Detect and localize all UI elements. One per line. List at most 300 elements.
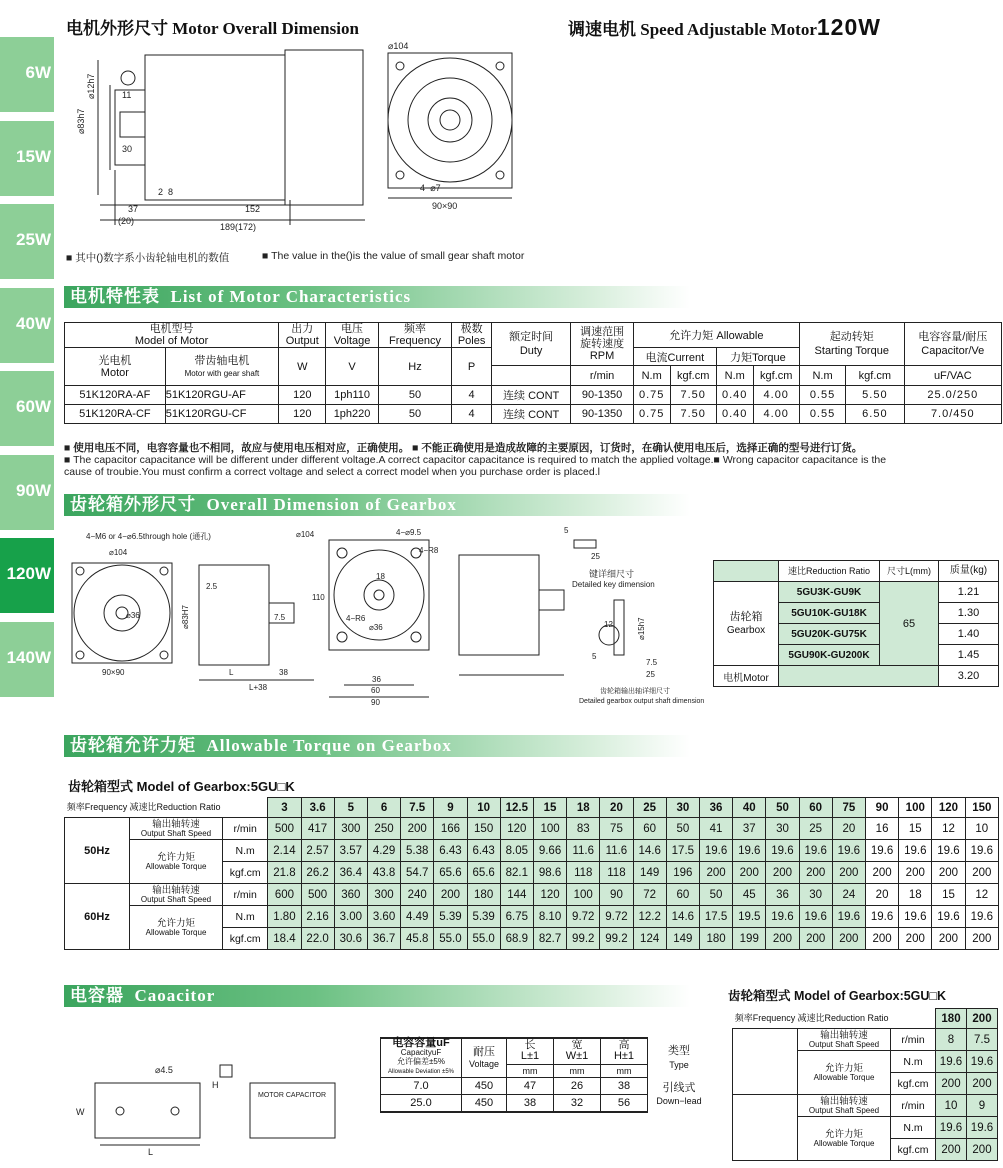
value-cell: 6.43: [467, 840, 500, 862]
value-cell: 15: [899, 818, 932, 840]
dim-g-L: L: [229, 668, 234, 677]
dim-g-d5: 5: [564, 526, 569, 535]
unit-cell: r/min: [891, 1029, 936, 1051]
value-cell: 149: [666, 928, 699, 950]
cap-dim-d45: ⌀4.5: [155, 1065, 173, 1075]
motor-front-drawing: [380, 38, 520, 213]
value-cell: 20: [832, 818, 865, 840]
value-cell: 100: [533, 818, 566, 840]
value-cell: 37: [733, 818, 766, 840]
header-ratio: 减速比Reduction Ratio: [798, 1009, 936, 1029]
char-cell: 4.00: [753, 386, 799, 405]
torque-table: [64, 797, 999, 950]
char-cell: 4.00: [753, 405, 799, 424]
value-cell: 200: [936, 1139, 967, 1161]
char-cell: 25.0/250: [904, 386, 1001, 405]
value-cell: 19.6: [799, 840, 832, 862]
value-cell: 4.49: [401, 906, 434, 928]
value-cell: 200: [899, 928, 932, 950]
value-cell: 18.4: [268, 928, 301, 950]
value-cell: 19.6: [967, 1051, 998, 1073]
dim-g-d36c: 36: [372, 675, 381, 684]
ratio-col: 12.5: [500, 798, 533, 818]
ratio-model: 5GU90K-GU200K: [779, 645, 880, 666]
section-motor-characteristics: 电机特性表 List of Motor Characteristics: [64, 286, 690, 308]
char-cell: 5.50: [846, 386, 904, 405]
speed-label: 输出轴转速 Output Shaft Speed: [798, 1029, 891, 1051]
sidebar-tab-60w[interactable]: 60W: [0, 371, 54, 446]
char-cell: 90-1350: [571, 386, 633, 405]
torque2-model-title: 齿轮箱型式 Model of Gearbox:5GU□K: [728, 989, 947, 1003]
value-cell: 12.2: [633, 906, 666, 928]
ratio-col: 25: [633, 798, 666, 818]
dim-d189: 189(172): [220, 222, 257, 232]
dim-g-d104b: ⌀104: [296, 530, 315, 539]
value-cell: 7.5: [967, 1029, 998, 1051]
value-cell: 12: [932, 818, 965, 840]
dim-g-d4r6: 4−R6: [346, 614, 366, 623]
dim-g-d12: 12: [604, 620, 613, 629]
char-cell: 120: [279, 405, 326, 424]
value-cell: 19.6: [865, 840, 898, 862]
value-cell: 19.6: [932, 906, 965, 928]
sidebar-tab-15w[interactable]: 15W: [0, 121, 54, 196]
dim-front-d104: ⌀104: [388, 41, 409, 51]
value-cell: 4.29: [367, 840, 400, 862]
capacitor-cell: 450: [462, 1095, 507, 1112]
dim-g-d90b: 90: [371, 698, 380, 707]
value-cell: 2.14: [268, 840, 301, 862]
char-cell: 4: [452, 405, 492, 424]
value-cell: 118: [567, 862, 600, 884]
value-cell: 200: [699, 862, 732, 884]
value-cell: 60: [633, 818, 666, 840]
value-cell: 200: [965, 928, 998, 950]
ratio-col: 9: [434, 798, 467, 818]
ratio-mass: 1.40: [939, 624, 999, 645]
dim-d37: 37: [128, 204, 139, 214]
unit-cell: N.m: [223, 840, 268, 862]
value-cell: 10: [936, 1095, 967, 1117]
value-cell: 55.0: [467, 928, 500, 950]
value-cell: 30.6: [334, 928, 367, 950]
torque-row: [65, 840, 999, 862]
value-cell: 200: [932, 862, 965, 884]
ratio-mass: 1.30: [939, 603, 999, 624]
value-cell: 200: [965, 862, 998, 884]
dim-g-d38: 38: [279, 668, 288, 677]
value-cell: 19.6: [766, 840, 799, 862]
value-cell: 200: [936, 1073, 967, 1095]
value-cell: 124: [633, 928, 666, 950]
capacitor-cell: 38: [507, 1095, 554, 1112]
value-cell: 144: [500, 884, 533, 906]
char-cell: 0.40: [716, 405, 753, 424]
ratio-col: 3: [268, 798, 301, 818]
value-cell: 43.8: [367, 862, 400, 884]
ratio-col: 60: [799, 798, 832, 818]
capacitor-cell: 450: [462, 1078, 507, 1095]
ratio-col: 120: [932, 798, 965, 818]
value-cell: 14.6: [633, 840, 666, 862]
value-cell: 5.39: [467, 906, 500, 928]
sidebar-tab-120w[interactable]: 120W: [0, 538, 54, 613]
value-cell: 8: [936, 1029, 967, 1051]
value-cell: 16: [865, 818, 898, 840]
value-cell: 17.5: [666, 840, 699, 862]
value-cell: 199: [733, 928, 766, 950]
torque-label: 允许力矩 Allowable Torque: [130, 840, 223, 884]
ratio-col: 75: [832, 798, 865, 818]
sidebar-tab-25w[interactable]: 25W: [0, 204, 54, 279]
value-cell: 200: [832, 862, 865, 884]
key-label-cn: 键详细尺寸: [589, 569, 635, 579]
ratio-col: 30: [666, 798, 699, 818]
note-small-shaft-cn: ■ 其中()数字系小齿轮轴电机的数值: [66, 252, 230, 264]
ratio-model: 5GU3K-GU9K: [779, 582, 880, 603]
value-cell: 9.72: [567, 906, 600, 928]
torque-header-row: [733, 1009, 998, 1029]
cap-label: MOTOR CAPACITOR: [258, 1092, 327, 1099]
unit-cell: N.m: [891, 1117, 936, 1139]
dim-g-d110: 110: [312, 593, 325, 602]
value-cell: 180: [699, 928, 732, 950]
torque-row: [65, 818, 999, 840]
unit-cell: kgf.cm: [223, 862, 268, 884]
section-allowable-torque: 齿轮箱允许力矩 Allowable Torque on Gearbox: [64, 735, 690, 757]
dim-g-d25: 2.5: [206, 582, 218, 591]
value-cell: 19.6: [832, 840, 865, 862]
value-cell: 19.6: [965, 906, 998, 928]
value-cell: 118: [600, 862, 633, 884]
unit-cell: N.m: [223, 906, 268, 928]
value-cell: 12: [965, 884, 998, 906]
value-cell: 83: [567, 818, 600, 840]
ratio-col: 90: [865, 798, 898, 818]
value-cell: 55.0: [434, 928, 467, 950]
dim-d20: (20): [118, 216, 135, 226]
ratio-col: 5: [334, 798, 367, 818]
value-cell: 45: [733, 884, 766, 906]
value-cell: 20: [865, 884, 898, 906]
value-cell: 30: [799, 884, 832, 906]
page-title-left: 电机外形尺寸 Motor Overall Dimension: [66, 19, 359, 38]
ratio-col: 20: [600, 798, 633, 818]
char-cell: 连续 CONT: [491, 405, 570, 424]
ratio-col: 10: [467, 798, 500, 818]
char-cell: 50: [378, 405, 452, 424]
value-cell: 19.6: [932, 840, 965, 862]
value-cell: 200: [434, 884, 467, 906]
dim-d28: 2: [158, 187, 164, 197]
value-cell: 100: [567, 884, 600, 906]
dim-g-d25c: 25: [646, 670, 655, 679]
capacitor-row: [381, 1078, 711, 1095]
value-cell: 5.38: [401, 840, 434, 862]
value-cell: 36.7: [367, 928, 400, 950]
value-cell: 11.6: [600, 840, 633, 862]
value-cell: 200: [967, 1139, 998, 1161]
sidebar-tab-90w[interactable]: 90W: [0, 455, 54, 530]
value-cell: 196: [666, 862, 699, 884]
value-cell: 2.16: [301, 906, 334, 928]
dim-g-d60: 60: [371, 686, 380, 695]
cap-dim-w: W: [76, 1107, 85, 1117]
speed-label: 输出轴转速 Output Shaft Speed: [130, 884, 223, 906]
ratio-col: 6: [367, 798, 400, 818]
char-cell: 1ph110: [326, 386, 378, 405]
char-cell: 120: [279, 386, 326, 405]
value-cell: 19.6: [967, 1117, 998, 1139]
capacitor-drawing: [70, 1055, 370, 1160]
frequency-cell: 60Hz: [65, 884, 130, 950]
ratio-col: 180: [936, 1009, 967, 1029]
value-cell: 54.7: [401, 862, 434, 884]
torque-label: 允许力矩 Allowable Torque: [798, 1117, 891, 1161]
value-cell: 200: [865, 928, 898, 950]
value-cell: 19.6: [733, 840, 766, 862]
char-cell: 6.50: [846, 405, 904, 424]
unit-cell: r/min: [891, 1095, 936, 1117]
capacitor-cell: 47: [507, 1078, 554, 1095]
motor-side-drawing: [70, 40, 370, 235]
value-cell: 500: [268, 818, 301, 840]
dim-g-d15: ⌀15h7: [637, 617, 646, 640]
ratio-col: 100: [899, 798, 932, 818]
dim-hole: 4−M6 or 4−⌀6.5through hole (通孔): [86, 532, 211, 541]
frequency-cell: [733, 1029, 798, 1095]
char-row: [65, 386, 1002, 405]
torque-header-row: [65, 798, 999, 818]
ratio-size: 65: [880, 582, 939, 666]
capacitor-cell: 38: [601, 1078, 648, 1095]
char-cell: 50: [378, 386, 452, 405]
value-cell: 417: [301, 818, 334, 840]
ratio-col: 18: [567, 798, 600, 818]
value-cell: 19.6: [832, 906, 865, 928]
char-cell: 连续 CONT: [491, 386, 570, 405]
capacitor-cell: 56: [601, 1095, 648, 1112]
value-cell: 1.80: [268, 906, 301, 928]
char-cell: 7.50: [670, 405, 716, 424]
capacitor-cell: 7.0: [381, 1078, 462, 1095]
char-cell: 0.55: [799, 405, 845, 424]
value-cell: 200: [865, 862, 898, 884]
dim-d12: ⌀12h7: [86, 73, 96, 99]
torque-table-2: [732, 1008, 998, 1161]
motor-characteristics-table: 电机型号 Model of Motor 出力 Output 电压 Voltage 频率 Frequency 极数 Poles 额定时间 Duty 调速范围 旋转速度 RPM 允许力矩 Allowable 起动转矩 Starting Torque 电容容量/耐压 Capacitor/Ve 光电机 Motor 带齿轴电机 Motor with gear shaft W V Hz P 电流Current 力矩Torque r/min N.m kgf.cm N.m kgf.cm N.m kgf.cm uF/VAC 51K120RA-AF 51K120RGU-AF 120 1ph110 50 4 连续 CONT 90-1350 0.75 7.50 0.40 4.00 0.55 5.50 25.0/250 51K120RA-CF 51K120RGU-CF 120 1ph220 50 4 连续 CONT 90-1350 0.75 7.50 0.40 4.00 0.55 6.50 7.0/450: [64, 322, 1002, 424]
value-cell: 82.7: [533, 928, 566, 950]
value-cell: 9.72: [600, 906, 633, 928]
dim-d11: 11: [122, 90, 132, 100]
frequency-cell: 50Hz: [65, 818, 130, 884]
dim-g-d36b: ⌀36: [369, 623, 383, 632]
dim-g-d75b: 7.5: [646, 658, 658, 667]
char-cell: 90-1350: [571, 405, 633, 424]
ratio-col: 36: [699, 798, 732, 818]
shaft-label-en: Detailed gearbox output shaft dimension: [579, 698, 705, 705]
value-cell: 149: [633, 862, 666, 884]
value-cell: 120: [500, 818, 533, 840]
dim-g-d75: 7.5: [274, 613, 286, 622]
frequency-cell: [733, 1095, 798, 1161]
dim-g-d83: ⌀83H7: [181, 605, 190, 629]
cap-dim-l: L: [148, 1147, 154, 1157]
value-cell: 300: [367, 884, 400, 906]
ratio-col: 200: [967, 1009, 998, 1029]
char-cell: 4: [452, 386, 492, 405]
value-cell: 90: [600, 884, 633, 906]
value-cell: 19.6: [766, 906, 799, 928]
shaft-label-cn: 齿轮箱输出轴详细尺寸: [600, 688, 670, 695]
ratio-col: 50: [766, 798, 799, 818]
value-cell: 250: [367, 818, 400, 840]
note-voltage-cn: ■ 使用电压不同，电容容量也不相同，故应与使用电压相对应，正确使用。 ■ 不能正确使用是造成故障的主要原因，订货时，在确认使用电压后，选择正确的型号进行订货。: [64, 442, 863, 454]
dim-g-d36: ⌀36: [126, 611, 140, 620]
torque-label: 允许力矩 Allowable Torque: [130, 906, 223, 950]
note-voltage-en-2: cause of troubie.You must confirm a correct voltage and select a correct model when you purchase order is placed.l: [64, 466, 600, 478]
value-cell: 500: [301, 884, 334, 906]
ratio-mass: 1.21: [939, 582, 999, 603]
value-cell: 19.6: [699, 840, 732, 862]
value-cell: 200: [899, 862, 932, 884]
ratio-mass: 1.45: [939, 645, 999, 666]
value-cell: 600: [268, 884, 301, 906]
value-cell: 60: [666, 884, 699, 906]
note-small-shaft-en: ■ The value in the()is the value of small gear shaft motor: [262, 250, 525, 262]
capacitor-table: 电容容量uF CapacityuF 允许偏差±5% Allowable Deviation ±5% 耐压 Voltage 长 L±1 宽 W±1 高 H±1 类型 Type mm mm mm 7.0 450 47 26 38 引线式 Down−lead 25.0 450 38 32 56: [380, 1037, 710, 1113]
ratio-col: 3.6: [301, 798, 334, 818]
value-cell: 200: [799, 928, 832, 950]
value-cell: 36.4: [334, 862, 367, 884]
ratio-model: 5GU10K-GU18K: [779, 603, 880, 624]
key-label-en: Detailed key dimension: [572, 580, 655, 589]
dim-g-L38: L+38: [249, 683, 268, 692]
value-cell: 8.10: [533, 906, 566, 928]
char-cell: 51K120RGU-AF: [165, 386, 278, 405]
value-cell: 200: [733, 862, 766, 884]
value-cell: 82.1: [500, 862, 533, 884]
char-cell: 51K120RA-CF: [65, 405, 166, 424]
value-cell: 2.57: [301, 840, 334, 862]
ratio-col: 15: [533, 798, 566, 818]
value-cell: 19.6: [899, 906, 932, 928]
dim-front-d47: 4−⌀7: [420, 183, 441, 193]
value-cell: 75: [600, 818, 633, 840]
value-cell: 19.6: [965, 840, 998, 862]
value-cell: 200: [766, 928, 799, 950]
value-cell: 19.5: [733, 906, 766, 928]
value-cell: 19.6: [799, 906, 832, 928]
value-cell: 72: [633, 884, 666, 906]
value-cell: 9.66: [533, 840, 566, 862]
char-cell: 51K120RGU-CF: [165, 405, 278, 424]
value-cell: 25: [799, 818, 832, 840]
ratio-row: [714, 582, 999, 603]
speed-label: 输出轴转速 Output Shaft Speed: [130, 818, 223, 840]
capacitor-type: 引线式 Down−lead: [656, 1081, 702, 1106]
value-cell: 200: [401, 818, 434, 840]
torque-row: [733, 1095, 998, 1117]
unit-cell: kgf.cm: [223, 928, 268, 950]
value-cell: 21.8: [268, 862, 301, 884]
unit-cell: N.m: [891, 1051, 936, 1073]
section-capacitor: 电容器 Caoacitor: [64, 985, 690, 1007]
unit-cell: kgf.cm: [891, 1073, 936, 1095]
section-gearbox-dimension: 齿轮箱外形尺寸 Overall Dimension of Gearbox: [64, 494, 690, 516]
value-cell: 3.60: [367, 906, 400, 928]
capacitor-cell: 32: [554, 1095, 601, 1112]
header-frequency: 频率Frequency: [733, 1009, 798, 1029]
cap-dim-h: H: [212, 1080, 219, 1090]
unit-cell: r/min: [223, 884, 268, 906]
torque-row: [65, 906, 999, 928]
gearbox-drawing: [64, 525, 709, 710]
torque-row: [65, 884, 999, 906]
unit-cell: kgf.cm: [891, 1139, 936, 1161]
value-cell: 19.6: [936, 1051, 967, 1073]
torque-label: 允许力矩 Allowable Torque: [798, 1051, 891, 1095]
ratio-col: 7.5: [401, 798, 434, 818]
speed-label: 输出轴转速 Output Shaft Speed: [798, 1095, 891, 1117]
value-cell: 166: [434, 818, 467, 840]
value-cell: 200: [932, 928, 965, 950]
char-cell: 51K120RA-AF: [65, 386, 166, 405]
value-cell: 3.57: [334, 840, 367, 862]
sidebar-tab-40w[interactable]: 40W: [0, 288, 54, 363]
reduction-ratio-table: 速比Reduction Ratio 尺寸L(mm) 质量(kg) 齿轮箱 Gearbox 5GU3K-GU9K 65 1.21 5GU10K-GU18K 1.30 5GU20K-GU75K 1.40 5GU90K-GU200K 1.45 电机Motor 3.20: [713, 560, 999, 687]
value-cell: 5.39: [434, 906, 467, 928]
value-cell: 6.43: [434, 840, 467, 862]
value-cell: 200: [766, 862, 799, 884]
value-cell: 65.6: [434, 862, 467, 884]
dim-front-d90: 90×90: [432, 201, 458, 211]
value-cell: 30: [766, 818, 799, 840]
sidebar-tab-140w[interactable]: 140W: [0, 622, 54, 697]
sidebar-tab-6w[interactable]: 6W: [0, 37, 54, 112]
value-cell: 200: [967, 1073, 998, 1095]
dim-g-d90: 90×90: [102, 668, 125, 677]
value-cell: 150: [467, 818, 500, 840]
capacitor-cell: 26: [554, 1078, 601, 1095]
char-cell: 0.40: [716, 386, 753, 405]
value-cell: 26.2: [301, 862, 334, 884]
char-cell: 1ph220: [326, 405, 378, 424]
value-cell: 50: [699, 884, 732, 906]
dim-g-d18: 18: [376, 572, 385, 581]
header-ratio: 减速比Reduction Ratio: [130, 798, 268, 818]
char-cell: 0.75: [633, 405, 670, 424]
value-cell: 8.05: [500, 840, 533, 862]
value-cell: 300: [334, 818, 367, 840]
ratio-col: 40: [733, 798, 766, 818]
value-cell: 120: [533, 884, 566, 906]
dim-d83: ⌀83h7: [76, 108, 86, 134]
value-cell: 200: [799, 862, 832, 884]
value-cell: 180: [467, 884, 500, 906]
dim-g-d495: 4−⌀9.5: [396, 528, 422, 537]
value-cell: 6.75: [500, 906, 533, 928]
value-cell: 200: [832, 928, 865, 950]
value-cell: 10: [965, 818, 998, 840]
value-cell: 17.5: [699, 906, 732, 928]
dim-g-d4r8: 4−R8: [419, 546, 439, 555]
dim-d8: 8: [168, 187, 174, 197]
torque-model-title: 齿轮箱型式 Model of Gearbox:5GU□K: [68, 779, 295, 794]
note-voltage-en-1: ■ The capacitor capacitance will be different under different voltage.A correct capacitor capacitance is required to match the applied voltage.■ Wrong capacitor capacitance is the: [64, 454, 887, 466]
value-cell: 41: [699, 818, 732, 840]
page-title-right: 调速电机 Speed Adjustable Motor120W: [568, 14, 881, 40]
